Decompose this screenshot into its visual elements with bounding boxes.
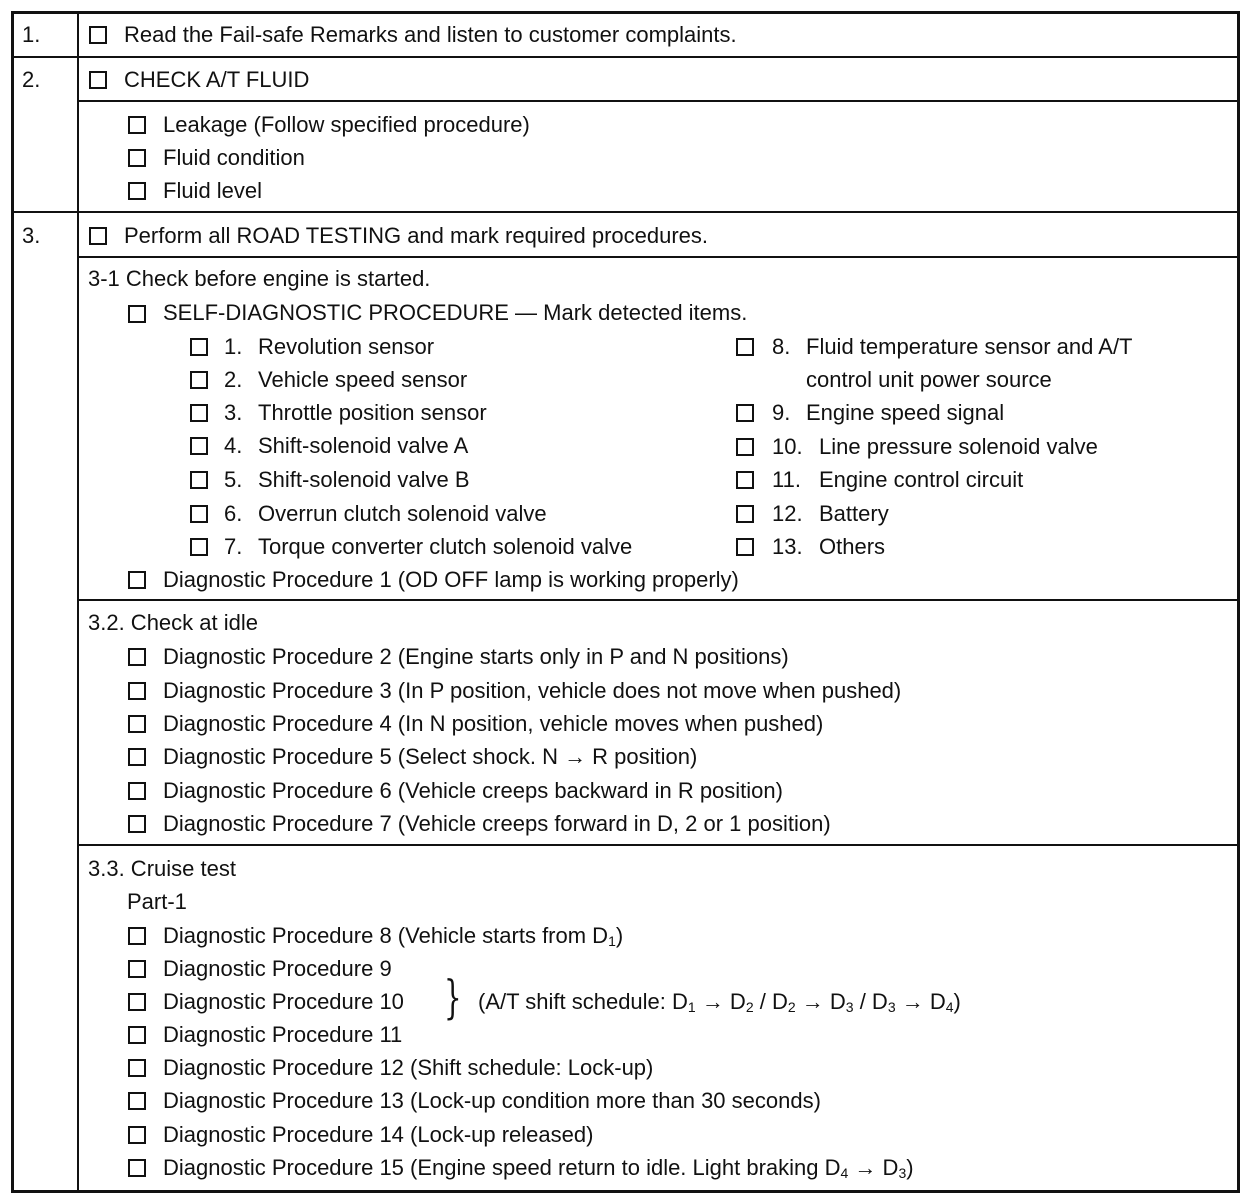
item-number: 9.	[772, 400, 791, 425]
checkbox[interactable]	[190, 471, 208, 489]
item-number: 12.	[772, 501, 803, 526]
diagnostic-procedure: Diagnostic Procedure 10	[163, 989, 404, 1014]
diagnostic-procedure: Diagnostic Procedure 1 (OD OFF lamp is working properly)	[163, 567, 739, 592]
diagnostic-procedure: Diagnostic Procedure 3 (In P position, vehicle does not move when pushed)	[163, 678, 902, 703]
checkbox[interactable]	[89, 26, 107, 44]
item-text: Throttle position sensor	[258, 400, 487, 425]
checkbox[interactable]	[128, 571, 146, 589]
item-text: Engine control circuit	[819, 467, 1024, 492]
section-heading: 3.2. Check at idle	[88, 610, 258, 635]
checkbox[interactable]	[190, 404, 208, 422]
checkbox[interactable]	[128, 116, 146, 134]
row-divider	[78, 256, 1240, 258]
diagnostic-procedure: Diagnostic Procedure 8 (Vehicle starts from $D_1$)	[163, 923, 624, 949]
item-number: 2.	[224, 367, 243, 392]
diagnostic-procedure: Diagnostic Procedure 15 (Engine speed return to idle. Light braking $D_4 \to D_3$)	[163, 1155, 914, 1181]
shift-schedule-note: (A/T shift schedule: $D_1 \to D_2 / D_2 \to D_3 / D_3 \to D_4$)	[478, 989, 961, 1015]
checkbox[interactable]	[89, 71, 107, 89]
item-number: 11.	[772, 467, 801, 492]
fluid-check-item: Fluid level	[163, 178, 263, 203]
checkbox[interactable]	[128, 1092, 146, 1110]
checkbox[interactable]	[736, 338, 754, 356]
diagnostic-procedure: Diagnostic Procedure 2 (Engine starts only in P and N positions)	[163, 644, 789, 669]
row-divider	[78, 844, 1240, 846]
section-heading: 3.3. Cruise test	[88, 856, 236, 881]
fluid-check-item: Fluid condition	[163, 145, 305, 170]
item-text: Others	[819, 534, 886, 559]
checkbox[interactable]	[128, 305, 146, 323]
diagnostic-procedure: Diagnostic Procedure 6 (Vehicle creeps backward in R position)	[163, 778, 783, 803]
diagnostic-procedure: Diagnostic Procedure 4 (In N position, vehicle moves when pushed)	[163, 711, 824, 736]
checkbox[interactable]	[736, 538, 754, 556]
diagnostic-procedure: Diagnostic Procedure 7 (Vehicle creeps forward in D, 2 or 1 position)	[163, 811, 831, 836]
checkbox[interactable]	[128, 715, 146, 733]
item-text: Engine speed signal	[806, 400, 1005, 425]
checkbox[interactable]	[128, 648, 146, 666]
diagnostic-procedure: Diagnostic Procedure 11	[163, 1022, 403, 1047]
row-divider	[11, 56, 1240, 58]
item-number: 1.	[224, 334, 243, 359]
checkbox[interactable]	[190, 505, 208, 523]
item-number: 5.	[224, 467, 243, 492]
section-heading: 3-1 Check before engine is started.	[88, 266, 431, 291]
diagnostic-procedure: Diagnostic Procedure 12 (Shift schedule: Lock-up)	[163, 1055, 654, 1080]
checkbox[interactable]	[736, 471, 754, 489]
item-text: Overrun clutch solenoid valve	[258, 501, 547, 526]
row-divider	[78, 100, 1240, 102]
checkbox[interactable]	[128, 182, 146, 200]
diagnostic-procedure: Diagnostic Procedure 14 (Lock-up released)	[163, 1122, 594, 1147]
step-number: 1.	[22, 22, 41, 47]
item-number: 10.	[772, 434, 803, 459]
step-label: Read the Fail-safe Remarks and listen to customer complaints.	[124, 22, 737, 47]
checkbox[interactable]	[128, 960, 146, 978]
checkbox[interactable]	[128, 927, 146, 945]
checkbox[interactable]	[128, 748, 146, 766]
diagnostic-procedure: Diagnostic Procedure 5 (Select shock. N → R position)	[163, 744, 698, 769]
row-divider	[78, 599, 1240, 601]
checkbox[interactable]	[736, 438, 754, 456]
checkbox[interactable]	[128, 993, 146, 1011]
row-divider	[11, 211, 1240, 213]
checkbox[interactable]	[128, 149, 146, 167]
checkbox[interactable]	[128, 1159, 146, 1177]
item-text: Shift-solenoid valve A	[258, 433, 469, 458]
checkbox[interactable]	[190, 371, 208, 389]
item-text: Battery	[819, 501, 889, 526]
checkbox[interactable]	[128, 1059, 146, 1077]
item-number: 7.	[224, 534, 243, 559]
checkbox[interactable]	[128, 682, 146, 700]
diagnostic-procedure: Diagnostic Procedure 9	[163, 956, 392, 981]
step-label: Perform all ROAD TESTING and mark required procedures.	[124, 223, 709, 248]
item-text: Fluid temperature sensor and A/T	[806, 334, 1133, 359]
part-label: Part-1	[127, 889, 187, 914]
item-text: Revolution sensor	[258, 334, 435, 359]
checkbox[interactable]	[128, 1026, 146, 1044]
number-column-divider	[77, 11, 79, 1193]
item-text: Torque converter clutch solenoid valve	[258, 534, 633, 559]
item-number: 13.	[772, 534, 803, 559]
checkbox[interactable]	[190, 538, 208, 556]
item-number: 4.	[224, 433, 243, 458]
checkbox[interactable]	[190, 437, 208, 455]
checkbox[interactable]	[190, 338, 208, 356]
grouping-brace: }	[444, 970, 462, 1024]
item-text-continued: control unit power source	[806, 367, 1052, 392]
item-text: Shift-solenoid valve B	[258, 467, 470, 492]
checkbox[interactable]	[89, 227, 107, 245]
item-number: 8.	[772, 334, 791, 359]
item-text: Vehicle speed sensor	[258, 367, 468, 392]
step-number: 2.	[22, 67, 41, 92]
checkbox[interactable]	[128, 815, 146, 833]
checkbox[interactable]	[128, 782, 146, 800]
diagnostic-procedure: Diagnostic Procedure 13 (Lock-up condition more than 30 seconds)	[163, 1088, 821, 1113]
item-number: 6.	[224, 501, 243, 526]
checkbox[interactable]	[736, 505, 754, 523]
checkbox[interactable]	[128, 1126, 146, 1144]
step-label: CHECK A/T FLUID	[124, 67, 310, 92]
step-number: 3.	[22, 223, 41, 248]
item-text: Line pressure solenoid valve	[819, 434, 1098, 459]
fluid-check-item: Leakage (Follow specified procedure)	[163, 112, 530, 137]
item-number: 3.	[224, 400, 243, 425]
checkbox[interactable]	[736, 404, 754, 422]
self-diagnostic-label: SELF-DIAGNOSTIC PROCEDURE — Mark detected items.	[163, 300, 748, 325]
